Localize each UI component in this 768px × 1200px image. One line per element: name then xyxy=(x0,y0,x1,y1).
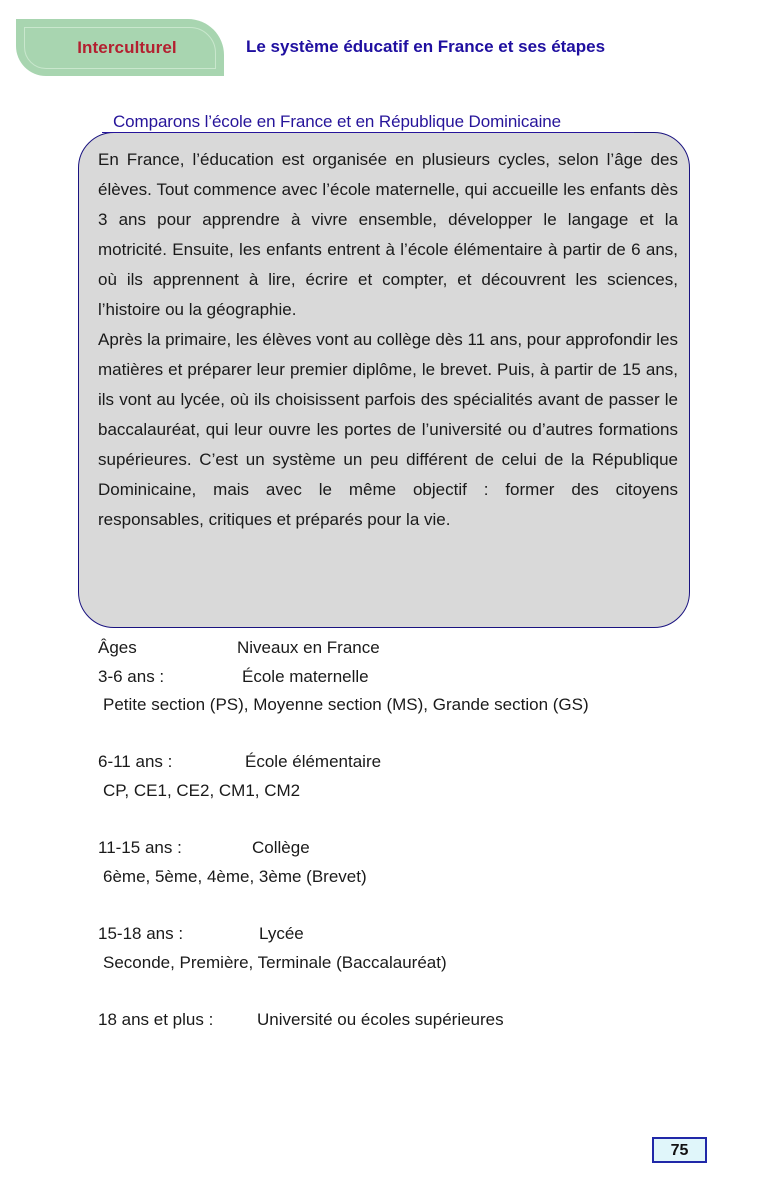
page-title: Le système éducatif en France et ses étapes xyxy=(246,37,606,56)
section-tag: Interculturel xyxy=(77,38,177,57)
page-number: 75 xyxy=(652,1137,707,1163)
paragraph: En France, l’éducation est organisée en plusieurs cycles, selon l’âge des élèves. Tout commence avec l’école maternelle, qui accueille les enfants dès 3 ans pour apprendre à vivre ensemble, développer le langage et la motricité. Ensuite, les enfants entrent à l’école élémentaire à partir de 6 ans, où ils apprennent à lire, écrire et compter, et découvrent les sciences, l’histoire ou la géographie. xyxy=(98,150,678,319)
level-age: 15-18 ans : xyxy=(98,923,184,943)
level-name: École élémentaire xyxy=(245,752,382,772)
level-name: Lycée xyxy=(259,923,304,943)
level-detail: CP, CE1, CE2, CM1, CM2 xyxy=(103,780,301,800)
level-row xyxy=(98,1006,698,1035)
text-box-content xyxy=(98,145,678,535)
level-detail: 6ème, 5ème, 4ème, 3ème (Brevet) xyxy=(103,866,367,886)
header-age: Âges xyxy=(98,638,137,657)
level-name: École maternelle xyxy=(242,666,369,686)
paragraph: Après la primaire, les élèves vont au collège dès 11 ans, pour approfondir les matières et préparer leur premier diplôme, le brevet. Puis, à partir de 15 ans, ils vont au lycée, où ils choisissent parfois des spécialités avant de passer le baccalauréat, qui leur ouvre les portes de l’université ou d’autres formations supérieures. C’est un système un peu différent de celui de la République Dominicaine, mais avec le même objectif : former des citoyens responsables, critiques et préparés pour la vie. xyxy=(98,330,678,529)
level-age: 11-15 ans : xyxy=(98,838,182,858)
level-row xyxy=(98,663,698,692)
level-row xyxy=(98,834,698,863)
level-age: 3-6 ans : xyxy=(98,666,165,686)
level-name: Collège xyxy=(252,838,310,858)
levels-header xyxy=(98,634,698,663)
level-row xyxy=(98,920,698,949)
level-detail: Petite section (PS), Moyenne section (MS), Grande section (GS) xyxy=(103,695,589,715)
level-detail: Seconde, Première, Terminale (Baccalauréat) xyxy=(103,952,447,972)
section-title-underline xyxy=(102,132,634,133)
header-level: Niveaux en France xyxy=(237,638,380,657)
level-age: 18 ans et plus : xyxy=(98,1009,214,1029)
level-row xyxy=(98,748,698,777)
level-age: 6-11 ans : xyxy=(98,752,173,772)
level-name: Université ou écoles supérieures xyxy=(257,1009,504,1029)
levels-list xyxy=(98,634,698,1034)
section-title: Comparons l’école en France et en République Dominicaine xyxy=(113,112,561,131)
